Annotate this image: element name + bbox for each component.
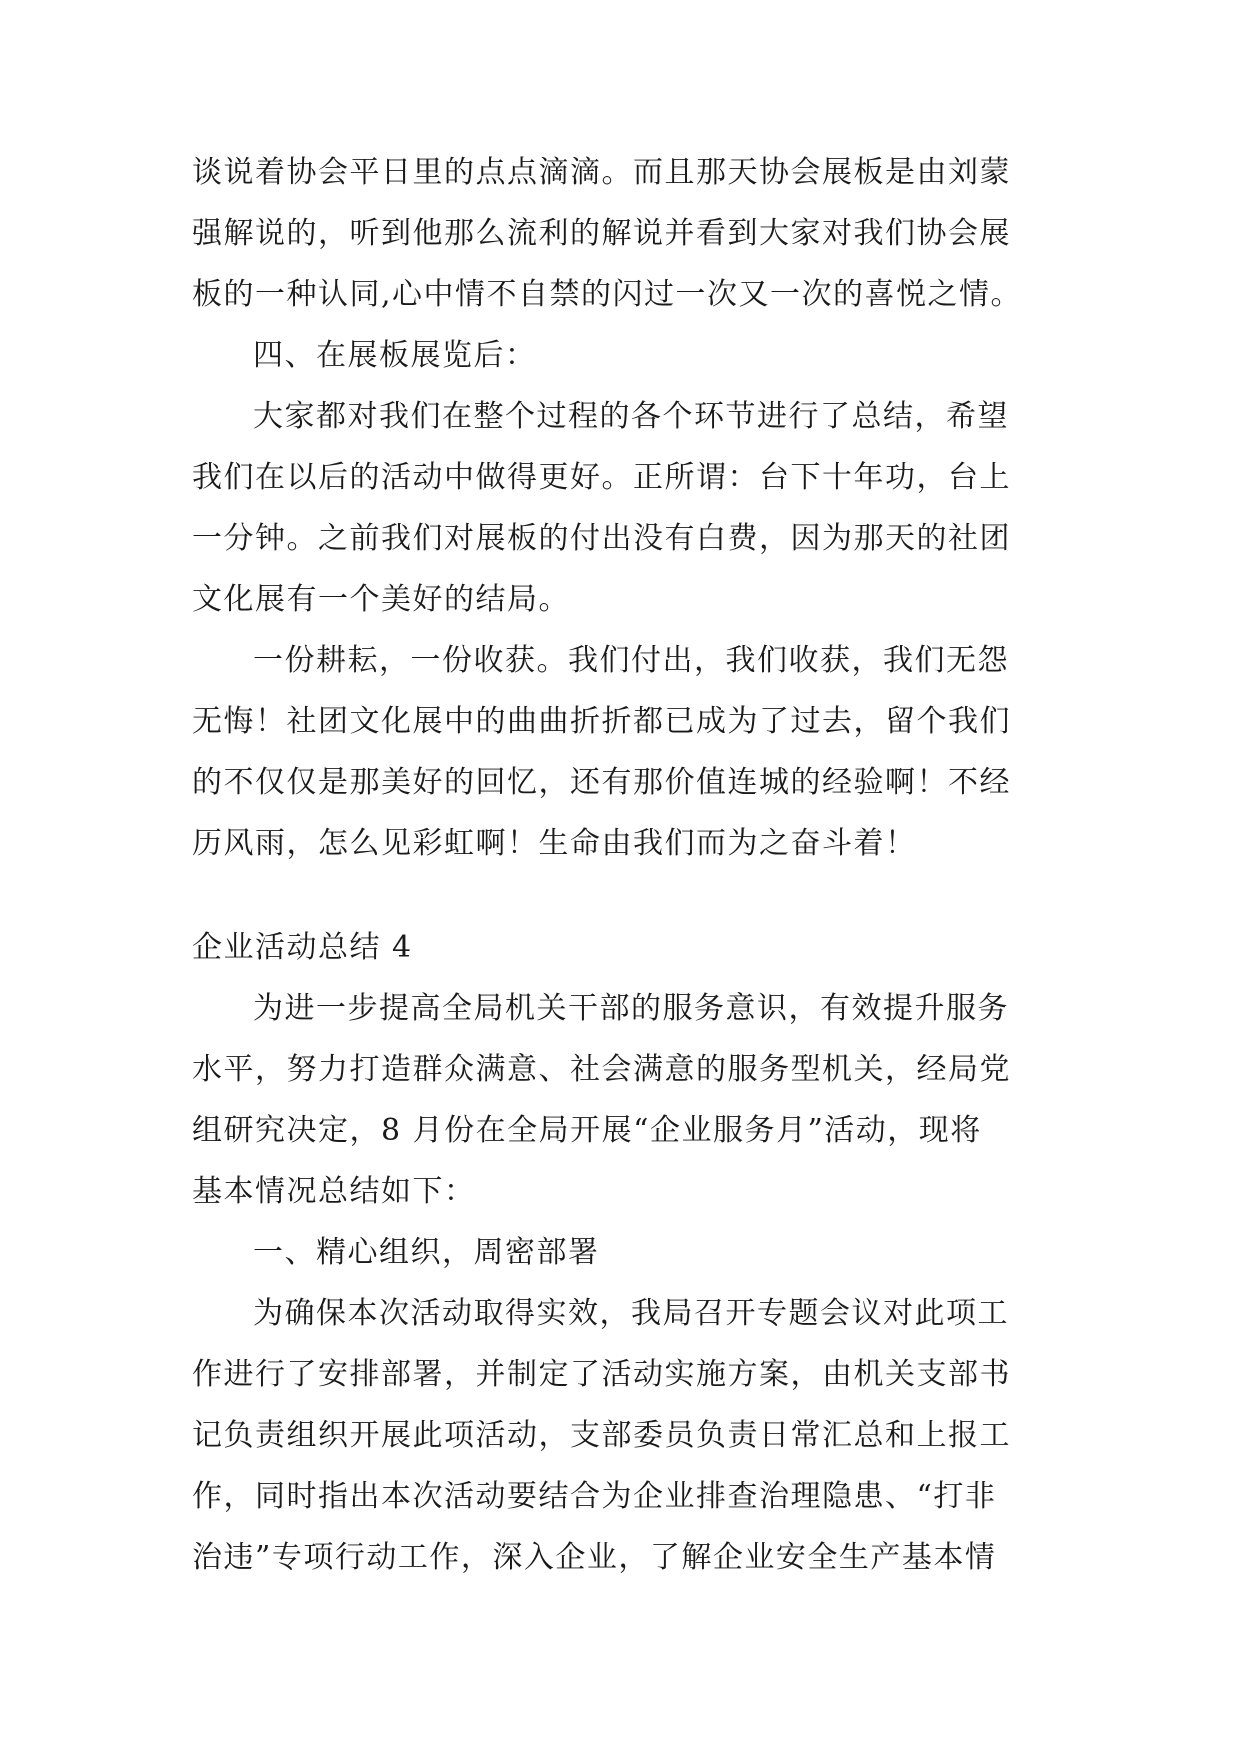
- section-heading: 四、在展板展览后：: [253, 338, 537, 373]
- text-line: 谈说着协会平日里的点点滴滴。而且那天协会展板是由刘蒙: [192, 155, 1011, 190]
- text-line: 文化展有一个美好的结局。: [192, 582, 570, 617]
- text-line: 大家都对我们在整个过程的各个环节进行了总结，希望: [253, 399, 1009, 434]
- text-line: 强解说的，听到他那么流利的解说并看到大家对我们协会展: [192, 216, 1011, 251]
- text-line: 作，同时指出本次活动要结合为企业排查治理隐患、“打非: [192, 1479, 997, 1514]
- section-heading: 一、精心组织，周密部署: [253, 1235, 600, 1270]
- text-line: 基本情况总结如下：: [192, 1174, 476, 1209]
- text-line: 一分钟。之前我们对展板的付出没有白费，因为那天的社团: [192, 521, 1011, 556]
- text-line: 组研究决定，8 月份在全局开展“企业服务月”活动，现将: [192, 1113, 982, 1148]
- text-line: 为进一步提高全局机关干部的服务意识，有效提升服务: [253, 991, 1009, 1026]
- text-line: 记负责组织开展此项活动，支部委员负责日常汇总和上报工: [192, 1418, 1011, 1453]
- text-line: 的不仅仅是那美好的回忆，还有那价值连城的经验啊！不经: [192, 765, 1011, 800]
- text-line: 我们在以后的活动中做得更好。正所谓：台下十年功，台上: [192, 460, 1011, 495]
- text-line: 无悔！社团文化展中的曲曲折折都已成为了过去，留个我们: [192, 704, 1011, 739]
- text-line: 为确保本次活动取得实效，我局召开专题会议对此项工: [253, 1296, 1009, 1331]
- article-title: 企业活动总结 4: [192, 930, 413, 965]
- text-line: 一份耕耘，一份收获。我们付出，我们收获，我们无怨: [253, 643, 1009, 678]
- text-line: 板的一种认同,心中情不自禁的闪过一次又一次的喜悦之情。: [192, 277, 1023, 312]
- text-line: 治违”专项行动工作，深入企业，了解企业安全生产基本情: [192, 1540, 997, 1575]
- text-line: 作进行了安排部署，并制定了活动实施方案，由机关支部书: [192, 1357, 1011, 1392]
- text-line: 水平，努力打造群众满意、社会满意的服务型机关，经局党: [192, 1052, 1011, 1087]
- text-line: 历风雨，怎么见彩虹啊！生命由我们而为之奋斗着！: [192, 826, 917, 861]
